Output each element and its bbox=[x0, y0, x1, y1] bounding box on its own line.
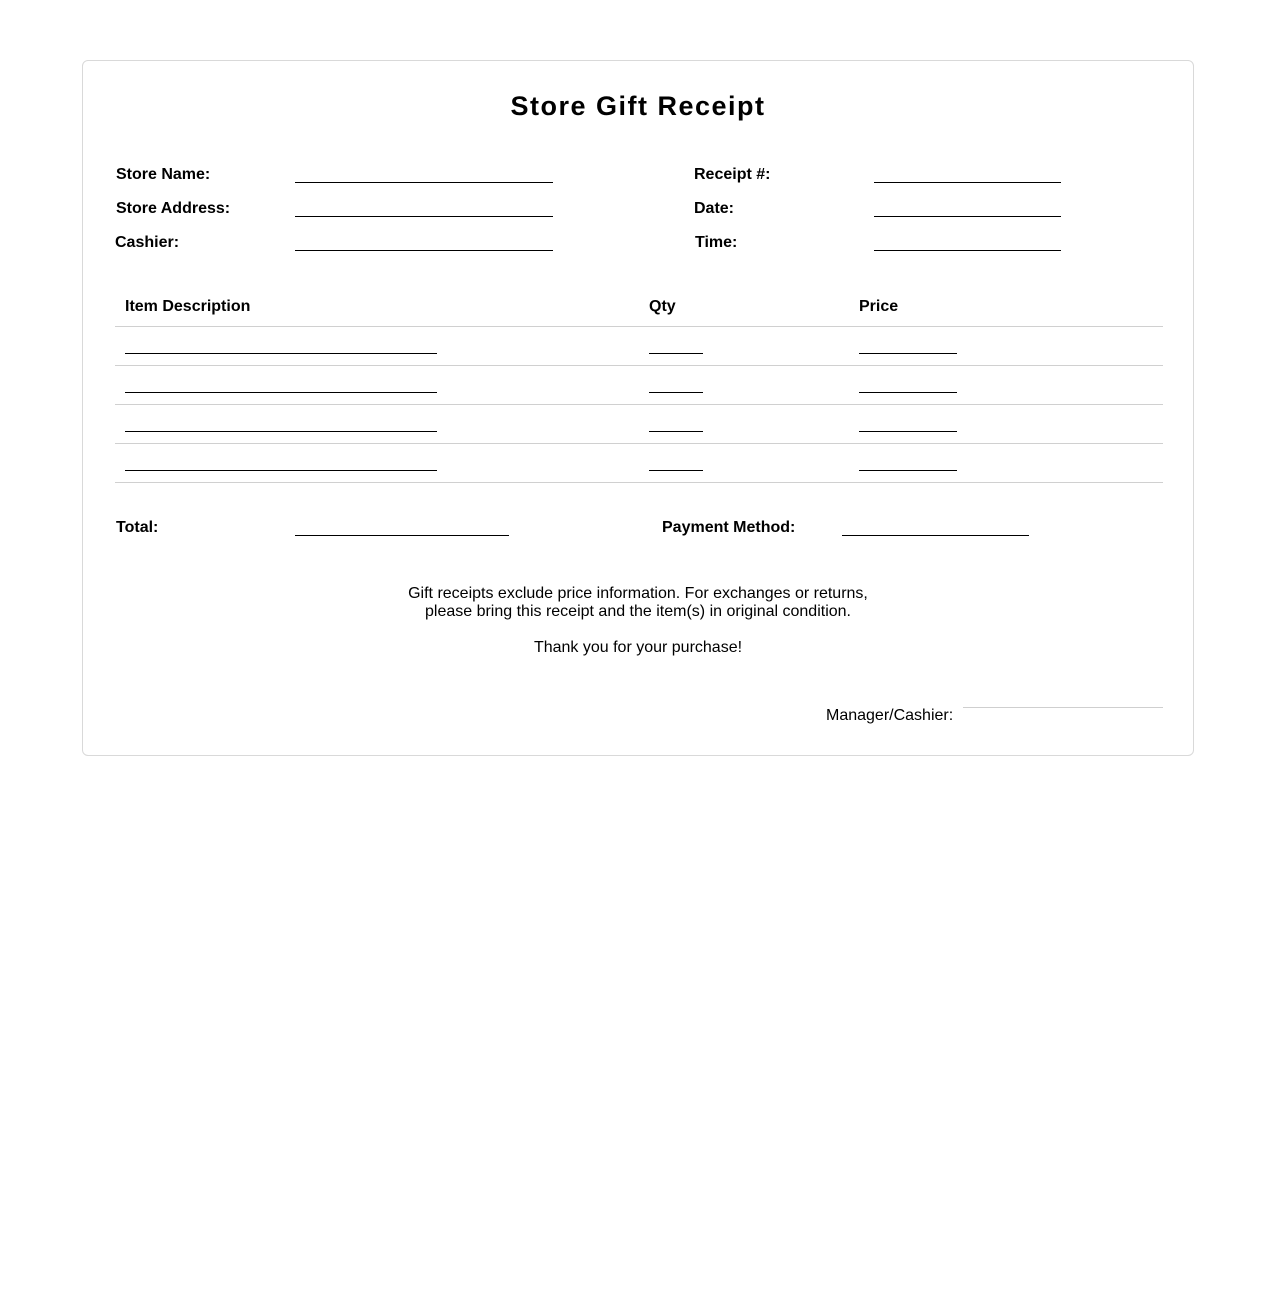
item-description-field[interactable] bbox=[125, 470, 437, 471]
signature-field[interactable] bbox=[963, 707, 1163, 708]
thank-you-message: Thank you for your purchase! bbox=[533, 639, 743, 656]
receipt-number-field[interactable] bbox=[874, 182, 1061, 183]
qty-header: Qty bbox=[649, 298, 676, 315]
gift-receipt-card bbox=[82, 60, 1194, 756]
time-label: Time: bbox=[695, 234, 738, 251]
time-field[interactable] bbox=[874, 250, 1061, 251]
date-field[interactable] bbox=[874, 216, 1061, 217]
receipt-title: Store Gift Receipt bbox=[510, 91, 766, 121]
price-header: Price bbox=[859, 298, 899, 315]
qty-field[interactable] bbox=[649, 470, 703, 471]
store-name-label: Store Name: bbox=[116, 166, 211, 183]
store-address-label: Store Address: bbox=[116, 200, 231, 217]
table-row-divider bbox=[115, 365, 1163, 366]
receipt-number-label: Receipt #: bbox=[694, 166, 771, 183]
payment-method-field[interactable] bbox=[842, 535, 1029, 536]
table-row-divider bbox=[115, 404, 1163, 405]
manager-cashier-signature-label: Manager/Cashier: bbox=[826, 707, 954, 724]
gift-receipt-note-line2: please bring this receipt and the item(s) in original condition. bbox=[424, 603, 851, 620]
cashier-label: Cashier: bbox=[115, 234, 180, 251]
table-row-divider bbox=[115, 482, 1163, 483]
item-description-field[interactable] bbox=[125, 392, 437, 393]
price-field[interactable] bbox=[859, 392, 957, 393]
price-field[interactable] bbox=[859, 353, 957, 354]
payment-method-label: Payment Method: bbox=[662, 519, 796, 536]
cashier-field[interactable] bbox=[295, 250, 553, 251]
store-name-field[interactable] bbox=[295, 182, 553, 183]
item-description-header: Item Description bbox=[125, 298, 251, 315]
gift-receipt-note-line1: Gift receipts exclude price information. For exchanges or returns, bbox=[408, 585, 868, 602]
qty-field[interactable] bbox=[649, 392, 703, 393]
store-address-field[interactable] bbox=[295, 216, 553, 217]
qty-field[interactable] bbox=[649, 353, 703, 354]
item-description-field[interactable] bbox=[125, 431, 437, 432]
total-field[interactable] bbox=[295, 535, 509, 536]
table-row-divider bbox=[115, 443, 1163, 444]
table-header-divider bbox=[115, 326, 1163, 327]
total-label: Total: bbox=[116, 519, 159, 536]
price-field[interactable] bbox=[859, 470, 957, 471]
date-label: Date: bbox=[694, 200, 735, 217]
qty-field[interactable] bbox=[649, 431, 703, 432]
price-field[interactable] bbox=[859, 431, 957, 432]
item-description-field[interactable] bbox=[125, 353, 437, 354]
